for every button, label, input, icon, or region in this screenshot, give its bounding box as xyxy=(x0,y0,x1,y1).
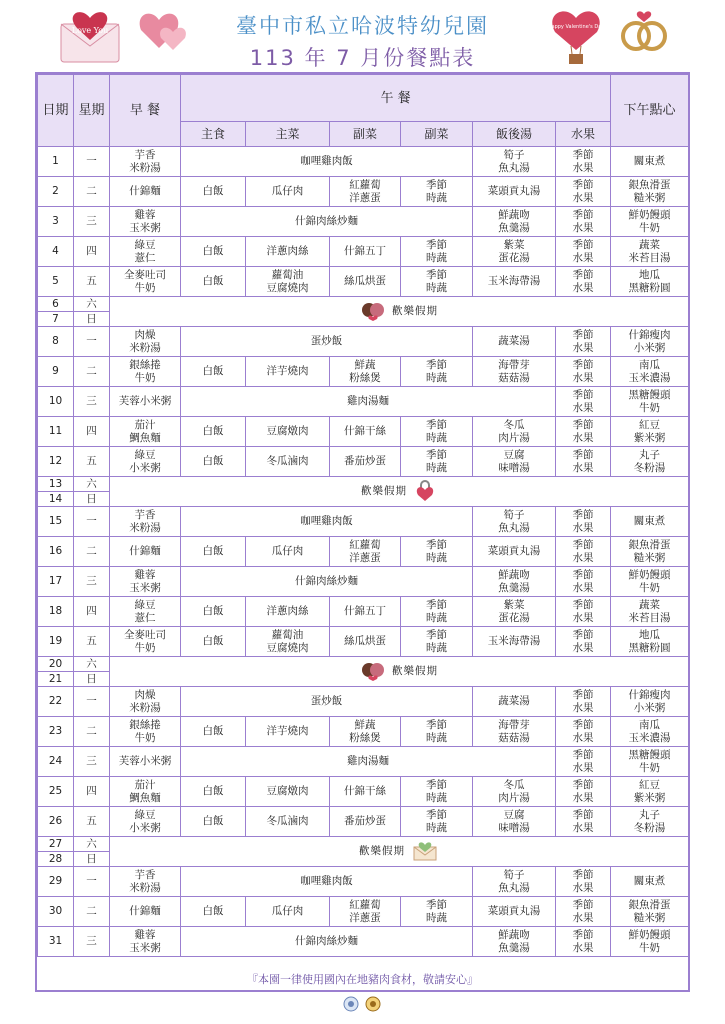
date-cell: 9 xyxy=(38,357,74,387)
table-row xyxy=(38,387,689,417)
fruit-cell: 季節 水果 xyxy=(556,177,611,207)
weekday-cell: 三 xyxy=(74,567,110,597)
breakfast-cell: 綠豆 薏仁 xyxy=(110,237,181,267)
lunch-cell: 什錦肉絲炒麵 xyxy=(181,567,473,597)
date-cell: 4 xyxy=(38,237,74,267)
date-cell: 16 xyxy=(38,537,74,567)
date-cell: 24 xyxy=(38,747,74,777)
lunch-cell: 咖哩雞肉飯 xyxy=(181,507,473,537)
soup-cell: 菜頭貢丸湯 xyxy=(473,177,556,207)
weekday-cell: 二 xyxy=(74,357,110,387)
header-breakfast: 早 餐 xyxy=(110,75,181,147)
weekday-cell: 日 xyxy=(74,312,110,327)
soup-cell: 蔬菜湯 xyxy=(473,687,556,717)
date-cell: 19 xyxy=(38,627,74,657)
holiday-label: 歡樂假期 xyxy=(392,665,438,677)
breakfast-cell: 肉燥 米粉湯 xyxy=(110,327,181,357)
lunch-cell: 蛋炒飯 xyxy=(181,687,473,717)
soup-cell: 玉米海帶湯 xyxy=(473,267,556,297)
weekday-cell: 三 xyxy=(74,387,110,417)
date-cell: 8 xyxy=(38,327,74,357)
side-dish-cell: 季節 時蔬 xyxy=(401,417,473,447)
lunch-cell: 什錦肉絲炒麵 xyxy=(181,927,473,957)
fruit-cell: 季節 水果 xyxy=(556,927,611,957)
lunch-cell: 咖哩雞肉飯 xyxy=(181,147,473,177)
soup-cell: 菜頭貢丸湯 xyxy=(473,897,556,927)
header-date: 日期 xyxy=(38,75,74,147)
lunch-cell: 雞肉湯麵 xyxy=(181,387,556,417)
fruit-cell: 季節 水果 xyxy=(556,417,611,447)
snack-cell: 地瓜 黑糖粉圓 xyxy=(611,267,689,297)
snack-cell: 南瓜 玉米濃湯 xyxy=(611,717,689,747)
date-cell: 21 xyxy=(38,672,74,687)
side-dish-cell: 季節 時蔬 xyxy=(401,237,473,267)
table-row xyxy=(38,147,689,177)
table-row xyxy=(38,177,689,207)
side-dish-cell: 絲瓜烘蛋 xyxy=(330,267,401,297)
weekday-cell: 五 xyxy=(74,807,110,837)
table-row xyxy=(38,357,689,387)
snack-cell: 丸子 冬粉湯 xyxy=(611,807,689,837)
weekday-cell: 日 xyxy=(74,492,110,507)
fruit-cell: 季節 水果 xyxy=(556,147,611,177)
date-cell: 15 xyxy=(38,507,74,537)
header-lunch: 午 餐 xyxy=(181,75,611,122)
main-dish-cell: 豆腐燉肉 xyxy=(246,417,330,447)
breakfast-cell: 雞蓉 玉米粥 xyxy=(110,567,181,597)
holiday-cell xyxy=(110,837,689,867)
fruit-cell: 季節 水果 xyxy=(556,357,611,387)
breakfast-cell: 雞蓉 玉米粥 xyxy=(110,927,181,957)
menu-title: 113 年 7 月份餐點表 xyxy=(249,46,476,70)
main-dish-cell: 冬瓜滷肉 xyxy=(246,807,330,837)
main-dish-cell: 蘿蔔油 豆腐燒肉 xyxy=(246,267,330,297)
breakfast-cell: 肉燥 米粉湯 xyxy=(110,687,181,717)
date-cell: 13 xyxy=(38,477,74,492)
table-row xyxy=(38,627,689,657)
table-row xyxy=(38,747,689,777)
weekday-cell: 三 xyxy=(74,207,110,237)
header-main: 主菜 xyxy=(246,122,330,147)
soup-cell: 海帶芽 菇菇湯 xyxy=(473,717,556,747)
fruit-cell: 季節 水果 xyxy=(556,717,611,747)
side-dish-cell: 鮮蔬 粉絲煲 xyxy=(330,357,401,387)
side-dish-cell: 季節 時蔬 xyxy=(401,717,473,747)
side-dish-cell: 什錦干絲 xyxy=(330,777,401,807)
date-cell: 1 xyxy=(38,147,74,177)
weekday-cell: 一 xyxy=(74,147,110,177)
weekday-cell: 三 xyxy=(74,747,110,777)
soup-cell: 玉米海帶湯 xyxy=(473,627,556,657)
date-cell: 22 xyxy=(38,687,74,717)
weekday-cell: 四 xyxy=(74,777,110,807)
breakfast-cell: 綠豆 小米粥 xyxy=(110,447,181,477)
main-dish-cell: 洋蔥肉絲 xyxy=(246,237,330,267)
weekday-cell: 六 xyxy=(74,657,110,672)
soup-cell: 筍子 魚丸湯 xyxy=(473,147,556,177)
breakfast-cell: 綠豆 小米粥 xyxy=(110,807,181,837)
date-cell: 2 xyxy=(38,177,74,207)
date-cell: 30 xyxy=(38,897,74,927)
date-cell: 23 xyxy=(38,717,74,747)
snack-cell: 黑糖饅頭 牛奶 xyxy=(611,387,689,417)
table-row xyxy=(38,807,689,837)
snack-cell: 銀魚滑蛋 糙米粥 xyxy=(611,177,689,207)
side-dish-cell: 番茄炒蛋 xyxy=(330,447,401,477)
soup-cell: 海帶芽 菇菇湯 xyxy=(473,357,556,387)
table-row xyxy=(38,567,689,597)
school-logos xyxy=(343,996,381,1012)
snack-cell: 關東煮 xyxy=(611,147,689,177)
fruit-cell: 季節 水果 xyxy=(556,807,611,837)
fruit-cell: 季節 水果 xyxy=(556,327,611,357)
fruit-cell: 季節 水果 xyxy=(556,507,611,537)
weekday-cell: 四 xyxy=(74,417,110,447)
fruit-cell: 季節 水果 xyxy=(556,537,611,567)
main-dish-cell: 洋芋燒肉 xyxy=(246,357,330,387)
side-dish-cell: 什錦五丁 xyxy=(330,237,401,267)
breakfast-cell: 全麥吐司 牛奶 xyxy=(110,627,181,657)
fruit-cell: 季節 水果 xyxy=(556,447,611,477)
holiday-label: 歡樂假期 xyxy=(392,305,438,317)
breakfast-cell: 茄汁 鯛魚麵 xyxy=(110,777,181,807)
breakfast-cell: 什錦麵 xyxy=(110,897,181,927)
snack-cell: 什錦瘦肉 小米粥 xyxy=(611,687,689,717)
weekday-cell: 六 xyxy=(74,477,110,492)
soup-cell: 鮮蔬吻 魚羹湯 xyxy=(473,207,556,237)
soup-cell: 筍子 魚丸湯 xyxy=(473,867,556,897)
fruit-cell: 季節 水果 xyxy=(556,747,611,777)
staple-cell: 白飯 xyxy=(181,417,246,447)
snack-cell: 關東煮 xyxy=(611,867,689,897)
snack-cell: 丸子 冬粉湯 xyxy=(611,447,689,477)
staple-cell: 白飯 xyxy=(181,717,246,747)
header-snack: 下午點心 xyxy=(611,75,689,147)
date-cell: 14 xyxy=(38,492,74,507)
soup-cell: 豆腐 味噌湯 xyxy=(473,447,556,477)
side-dish-cell: 紅蘿蔔 洋蔥蛋 xyxy=(330,537,401,567)
date-cell: 17 xyxy=(38,567,74,597)
main-dish-cell: 冬瓜滷肉 xyxy=(246,447,330,477)
side-dish-cell: 季節 時蔬 xyxy=(401,627,473,657)
weekday-cell: 五 xyxy=(74,627,110,657)
staple-cell: 白飯 xyxy=(181,177,246,207)
fruit-cell: 季節 水果 xyxy=(556,897,611,927)
weekday-cell: 五 xyxy=(74,447,110,477)
menu-body xyxy=(38,147,689,957)
holiday-label: 歡樂假期 xyxy=(359,845,405,857)
breakfast-cell: 什錦麵 xyxy=(110,537,181,567)
side-dish-cell: 絲瓜烘蛋 xyxy=(330,627,401,657)
side-dish-cell: 季節 時蔬 xyxy=(401,807,473,837)
breakfast-cell: 芙蓉小米粥 xyxy=(110,387,181,417)
header-weekday: 星期 xyxy=(74,75,110,147)
date-cell: 31 xyxy=(38,927,74,957)
holiday-cell xyxy=(110,297,689,327)
snack-cell: 鮮奶饅頭 牛奶 xyxy=(611,567,689,597)
weekday-cell: 五 xyxy=(74,267,110,297)
main-dish-cell: 蘿蔔油 豆腐燒肉 xyxy=(246,627,330,657)
couple-icon xyxy=(360,299,386,325)
soup-cell: 紫菜 蛋花湯 xyxy=(473,597,556,627)
staple-cell: 白飯 xyxy=(181,627,246,657)
breakfast-cell: 全麥吐司 牛奶 xyxy=(110,267,181,297)
weekday-cell: 日 xyxy=(74,852,110,867)
date-cell: 25 xyxy=(38,777,74,807)
staple-cell: 白飯 xyxy=(181,597,246,627)
staple-cell: 白飯 xyxy=(181,267,246,297)
fruit-cell: 季節 水果 xyxy=(556,267,611,297)
fruit-cell: 季節 水果 xyxy=(556,207,611,237)
soup-cell: 冬瓜 肉片湯 xyxy=(473,777,556,807)
side-dish-cell: 季節 時蔬 xyxy=(401,267,473,297)
date-cell: 12 xyxy=(38,447,74,477)
breakfast-cell: 什錦麵 xyxy=(110,177,181,207)
soup-cell: 鮮蔬吻 魚羹湯 xyxy=(473,567,556,597)
lunch-cell: 什錦肉絲炒麵 xyxy=(181,207,473,237)
holiday-row xyxy=(38,657,689,672)
table-row xyxy=(38,717,689,747)
date-cell: 6 xyxy=(38,297,74,312)
staple-cell: 白飯 xyxy=(181,357,246,387)
fruit-cell: 季節 水果 xyxy=(556,867,611,897)
header-side-1: 副菜 xyxy=(330,122,401,147)
header-fruit: 水果 xyxy=(556,122,611,147)
fruit-cell: 季節 水果 xyxy=(556,387,611,417)
fruit-cell: 季節 水果 xyxy=(556,627,611,657)
soup-cell: 蔬菜湯 xyxy=(473,327,556,357)
table-row xyxy=(38,777,689,807)
lunch-cell: 雞肉湯麵 xyxy=(181,747,556,777)
holiday-label: 歡樂假期 xyxy=(361,485,407,497)
fruit-cell: 季節 水果 xyxy=(556,597,611,627)
side-dish-cell: 季節 時蔬 xyxy=(401,897,473,927)
snack-cell: 紅豆 紫米粥 xyxy=(611,777,689,807)
snack-cell: 南瓜 玉米濃湯 xyxy=(611,357,689,387)
snack-cell: 關東煮 xyxy=(611,507,689,537)
snack-cell: 什錦瘦肉 小米粥 xyxy=(611,327,689,357)
menu-table xyxy=(37,74,689,957)
breakfast-cell: 芙蓉小米粥 xyxy=(110,747,181,777)
couple-icon xyxy=(360,659,386,685)
side-dish-cell: 季節 時蔬 xyxy=(401,177,473,207)
date-cell: 7 xyxy=(38,312,74,327)
staple-cell: 白飯 xyxy=(181,447,246,477)
weekday-cell: 日 xyxy=(74,672,110,687)
snack-cell: 銀魚滑蛋 糙米粥 xyxy=(611,537,689,567)
weekday-cell: 二 xyxy=(74,897,110,927)
side-dish-cell: 季節 時蔬 xyxy=(401,357,473,387)
date-cell: 18 xyxy=(38,597,74,627)
side-dish-cell: 紅蘿蔔 洋蔥蛋 xyxy=(330,897,401,927)
pork-certification-icon xyxy=(365,996,381,1012)
snack-cell: 銀魚滑蛋 糙米粥 xyxy=(611,897,689,927)
side-dish-cell: 季節 時蔬 xyxy=(401,777,473,807)
holiday-row xyxy=(38,837,689,852)
side-dish-cell: 什錦五丁 xyxy=(330,597,401,627)
breakfast-cell: 芋香 米粉湯 xyxy=(110,867,181,897)
table-row xyxy=(38,867,689,897)
table-row xyxy=(38,267,689,297)
date-cell: 5 xyxy=(38,267,74,297)
side-dish-cell: 鮮蔬 粉絲煲 xyxy=(330,717,401,747)
lunch-cell: 咖哩雞肉飯 xyxy=(181,867,473,897)
side-dish-cell: 紅蘿蔔 洋蔥蛋 xyxy=(330,177,401,207)
table-row xyxy=(38,327,689,357)
side-dish-cell: 季節 時蔬 xyxy=(401,537,473,567)
weekday-cell: 三 xyxy=(74,927,110,957)
table-row xyxy=(38,207,689,237)
date-cell: 10 xyxy=(38,387,74,417)
staple-cell: 白飯 xyxy=(181,807,246,837)
holiday-row xyxy=(38,297,689,312)
main-dish-cell: 洋芋燒肉 xyxy=(246,717,330,747)
snack-cell: 紅豆 紫米粥 xyxy=(611,417,689,447)
fruit-cell: 季節 水果 xyxy=(556,567,611,597)
weekday-cell: 六 xyxy=(74,297,110,312)
weekday-cell: 一 xyxy=(74,507,110,537)
fruit-cell: 季節 水果 xyxy=(556,687,611,717)
header-side-2: 副菜 xyxy=(401,122,473,147)
breakfast-cell: 銀絲捲 牛奶 xyxy=(110,717,181,747)
header-soup: 飯後湯 xyxy=(473,122,556,147)
table-row xyxy=(38,417,689,447)
fruit-cell: 季節 水果 xyxy=(556,777,611,807)
svg-text:Happy Valentine's Day: Happy Valentine's Day xyxy=(547,24,605,30)
svg-text:Love You: Love You xyxy=(71,26,109,35)
date-cell: 28 xyxy=(38,852,74,867)
love-letter-icon xyxy=(411,839,439,865)
snack-cell: 蔬菜 米苔目湯 xyxy=(611,237,689,267)
soup-cell: 鮮蔬吻 魚羹湯 xyxy=(473,927,556,957)
lunch-cell: 蛋炒飯 xyxy=(181,327,473,357)
side-dish-cell: 季節 時蔬 xyxy=(401,447,473,477)
table-row xyxy=(38,507,689,537)
weekday-cell: 四 xyxy=(74,597,110,627)
main-dish-cell: 瓜仔肉 xyxy=(246,537,330,567)
breakfast-cell: 芋香 米粉湯 xyxy=(110,147,181,177)
date-cell: 3 xyxy=(38,207,74,237)
footer-note: 『本園一律使用國內在地豬肉食材，敬請安心』 xyxy=(247,973,478,986)
staple-cell: 白飯 xyxy=(181,537,246,567)
soup-cell: 筍子 魚丸湯 xyxy=(473,507,556,537)
snack-cell: 蔬菜 米苔目湯 xyxy=(611,597,689,627)
snack-cell: 鮮奶饅頭 牛奶 xyxy=(611,207,689,237)
table-row xyxy=(38,237,689,267)
weekday-cell: 一 xyxy=(74,867,110,897)
staple-cell: 白飯 xyxy=(181,897,246,927)
main-dish-cell: 豆腐燉肉 xyxy=(246,777,330,807)
school-name: 臺中市私立哈波特幼兒園 xyxy=(236,14,489,38)
soup-cell: 豆腐 味噌湯 xyxy=(473,807,556,837)
snack-cell: 黑糖饅頭 牛奶 xyxy=(611,747,689,777)
table-row xyxy=(38,597,689,627)
table-row xyxy=(38,447,689,477)
date-cell: 26 xyxy=(38,807,74,837)
weekday-cell: 二 xyxy=(74,717,110,747)
weekday-cell: 一 xyxy=(74,327,110,357)
staple-cell: 白飯 xyxy=(181,237,246,267)
side-dish-cell: 季節 時蔬 xyxy=(401,597,473,627)
breakfast-cell: 雞蓉 玉米粥 xyxy=(110,207,181,237)
side-dish-cell: 番茄炒蛋 xyxy=(330,807,401,837)
main-dish-cell: 瓜仔肉 xyxy=(246,177,330,207)
holiday-cell xyxy=(110,657,689,687)
weekday-cell: 六 xyxy=(74,837,110,852)
date-cell: 29 xyxy=(38,867,74,897)
breakfast-cell: 銀絲捲 牛奶 xyxy=(110,357,181,387)
snack-cell: 地瓜 黑糖粉圓 xyxy=(611,627,689,657)
soup-cell: 冬瓜 肉片湯 xyxy=(473,417,556,447)
soup-cell: 紫菜 蛋花湯 xyxy=(473,237,556,267)
table-row xyxy=(38,927,689,957)
breakfast-cell: 茄汁 鯛魚麵 xyxy=(110,417,181,447)
header-staple: 主食 xyxy=(181,122,246,147)
snack-cell: 鮮奶饅頭 牛奶 xyxy=(611,927,689,957)
main-dish-cell: 瓜仔肉 xyxy=(246,897,330,927)
staple-cell: 白飯 xyxy=(181,777,246,807)
main-dish-cell: 洋蔥肉絲 xyxy=(246,597,330,627)
weekday-cell: 二 xyxy=(74,537,110,567)
date-cell: 11 xyxy=(38,417,74,447)
heart-lock-icon xyxy=(413,479,437,505)
breakfast-cell: 芋香 米粉湯 xyxy=(110,507,181,537)
school-logo-icon xyxy=(343,996,359,1012)
date-cell: 27 xyxy=(38,837,74,852)
holiday-cell xyxy=(110,477,689,507)
table-row xyxy=(38,897,689,927)
table-row xyxy=(38,687,689,717)
holiday-row xyxy=(38,477,689,492)
weekday-cell: 二 xyxy=(74,177,110,207)
soup-cell: 菜頭貢丸湯 xyxy=(473,537,556,567)
date-cell: 20 xyxy=(38,657,74,672)
side-dish-cell: 什錦干絲 xyxy=(330,417,401,447)
table-row xyxy=(38,537,689,567)
weekday-cell: 一 xyxy=(74,687,110,717)
fruit-cell: 季節 水果 xyxy=(556,237,611,267)
weekday-cell: 四 xyxy=(74,237,110,267)
breakfast-cell: 綠豆 薏仁 xyxy=(110,597,181,627)
